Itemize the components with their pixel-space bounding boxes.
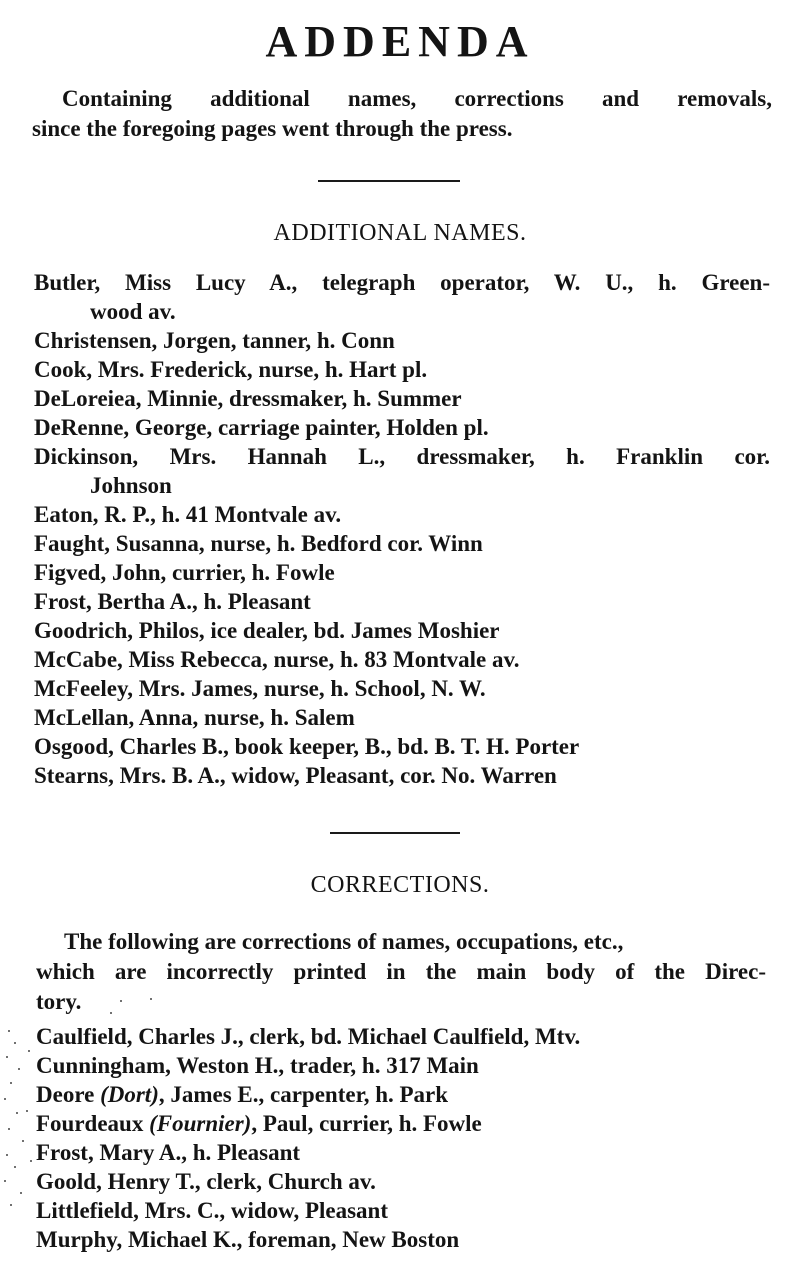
entry-details: h. Pleasant <box>186 1140 301 1165</box>
corrected-name: (Fournier) <box>149 1111 252 1136</box>
intro-paragraph <box>32 84 772 144</box>
directory-entry <box>34 558 770 587</box>
print-speck <box>150 998 152 1000</box>
directory-entry <box>34 529 770 558</box>
correction-entry <box>36 1051 772 1080</box>
entry-name: Fourdeaux <box>36 1111 150 1136</box>
intro-line-1: Containing additional names, corrections and removals, <box>62 86 772 111</box>
print-speck <box>18 1068 20 1070</box>
print-speck <box>120 1000 122 1002</box>
corrections-paragraph <box>36 927 766 1017</box>
print-speck <box>14 1166 16 1168</box>
correction-entry <box>36 1109 772 1138</box>
entry-line: Stearns, Mrs. B. A., widow, Pleasant, cor. No. Warren <box>34 763 557 788</box>
corrections-list <box>36 1022 772 1254</box>
additional-names-heading: ADDITIONAL NAMES. <box>273 220 527 246</box>
intro-line-2: since the foregoing pages went through the press. <box>32 116 513 141</box>
directory-entry <box>34 326 770 355</box>
correction-entry <box>36 1225 772 1254</box>
entry-line: Eaton, R. P., h. 41 Montvale av. <box>34 502 342 527</box>
entry-line: Butler, Miss Lucy A., telegraph operator, W. U., h. Green- <box>34 270 770 295</box>
directory-entry <box>34 703 770 732</box>
directory-entry <box>34 384 770 413</box>
print-speck <box>30 1160 32 1162</box>
page-title: ADDENDA <box>265 17 535 66</box>
print-speck <box>8 1030 10 1032</box>
entry-line: Dickinson, Mrs. Hannah L., dressmaker, h. Franklin cor. <box>34 444 770 469</box>
section-divider <box>318 180 460 182</box>
directory-entry <box>34 268 770 326</box>
print-speck <box>8 1128 10 1130</box>
directory-entry <box>34 732 770 761</box>
entry-line: DeLoreiea, Minnie, dressmaker, h. Summer <box>34 386 462 411</box>
entry-details: clerk, bd. Michael Caulfield, Mtv. <box>243 1024 581 1049</box>
directory-entry <box>34 645 770 674</box>
directory-entry <box>34 355 770 384</box>
entry-details: clerk, Church av. <box>200 1169 376 1194</box>
entry-line: Christensen, Jorgen, tanner, h. Conn <box>34 328 395 353</box>
entry-name: Caulfield, Charles J., <box>36 1024 244 1049</box>
correction-entry <box>36 1196 772 1225</box>
entry-line: Osgood, Charles B., book keeper, B., bd. B. T. H. Porter <box>34 734 580 759</box>
entry-details: foreman, New Boston <box>242 1227 460 1252</box>
correction-entry <box>36 1022 772 1051</box>
print-speck <box>6 1154 8 1156</box>
entry-name: Murphy, Michael K., <box>36 1227 243 1252</box>
print-speck <box>10 1082 12 1084</box>
entry-details: , Paul, currier, h. Fowle <box>251 1111 482 1136</box>
directory-entry <box>34 674 770 703</box>
print-speck <box>6 1056 8 1058</box>
directory-entry <box>34 442 770 500</box>
entry-line: McFeeley, Mrs. James, nurse, h. School, N. W. <box>34 676 486 701</box>
print-speck <box>4 1180 6 1182</box>
directory-entry <box>34 413 770 442</box>
directory-entry <box>34 761 770 790</box>
entry-details: , James E., carpenter, h. Park <box>158 1082 449 1107</box>
print-speck <box>26 1110 28 1112</box>
corrections-heading: CORRECTIONS. <box>310 872 490 898</box>
corrections-para-line-2: which are incorrectly printed in the main body of the Direc- <box>36 959 766 984</box>
correction-entry <box>36 1080 772 1109</box>
entry-line: Figved, John, currier, h. Fowle <box>34 560 335 585</box>
correction-entry <box>36 1138 772 1167</box>
directory-entry <box>34 587 770 616</box>
directory-entry <box>34 616 770 645</box>
print-speck <box>22 1140 24 1142</box>
entry-line: Frost, Bertha A., h. Pleasant <box>34 589 311 614</box>
section-divider <box>330 832 460 834</box>
print-speck <box>14 1042 16 1044</box>
entry-line: Cook, Mrs. Frederick, nurse, h. Hart pl. <box>34 357 428 382</box>
directory-entry <box>34 500 770 529</box>
entry-line: McCabe, Miss Rebecca, nurse, h. 83 Montvale av. <box>34 647 520 672</box>
additional-names-list <box>34 268 770 790</box>
entry-line: DeRenne, George, carriage painter, Holden pl. <box>34 415 489 440</box>
print-speck <box>28 1050 30 1052</box>
entry-name: Deore <box>36 1082 101 1107</box>
corrections-para-line-1: The following are corrections of names, occupations, etc., <box>64 929 624 954</box>
entry-continuation: wood av. <box>90 299 176 324</box>
entry-details: widow, Pleasant <box>225 1198 389 1223</box>
entry-line: McLellan, Anna, nurse, h. Salem <box>34 705 355 730</box>
entry-line: Faught, Susanna, nurse, h. Bedford cor. Winn <box>34 531 483 556</box>
correction-entry <box>36 1167 772 1196</box>
print-speck <box>10 1204 12 1206</box>
entry-continuation: Johnson <box>90 473 172 498</box>
print-speck <box>110 1012 112 1014</box>
entry-line: Goodrich, Philos, ice dealer, bd. James Moshier <box>34 618 500 643</box>
corrected-name: (Dort) <box>100 1082 159 1107</box>
print-speck <box>20 1192 22 1194</box>
entry-details: trader, h. 317 Main <box>284 1053 479 1078</box>
entry-name: Goold, Henry T., <box>36 1169 201 1194</box>
entry-name: Cunningham, Weston H., <box>36 1053 285 1078</box>
corrections-para-line-3: tory. <box>36 989 82 1014</box>
print-speck <box>16 1112 18 1114</box>
print-speck <box>4 1098 6 1100</box>
entry-name: Littlefield, Mrs. C., <box>36 1198 226 1223</box>
entry-name: Frost, Mary A., <box>36 1140 187 1165</box>
